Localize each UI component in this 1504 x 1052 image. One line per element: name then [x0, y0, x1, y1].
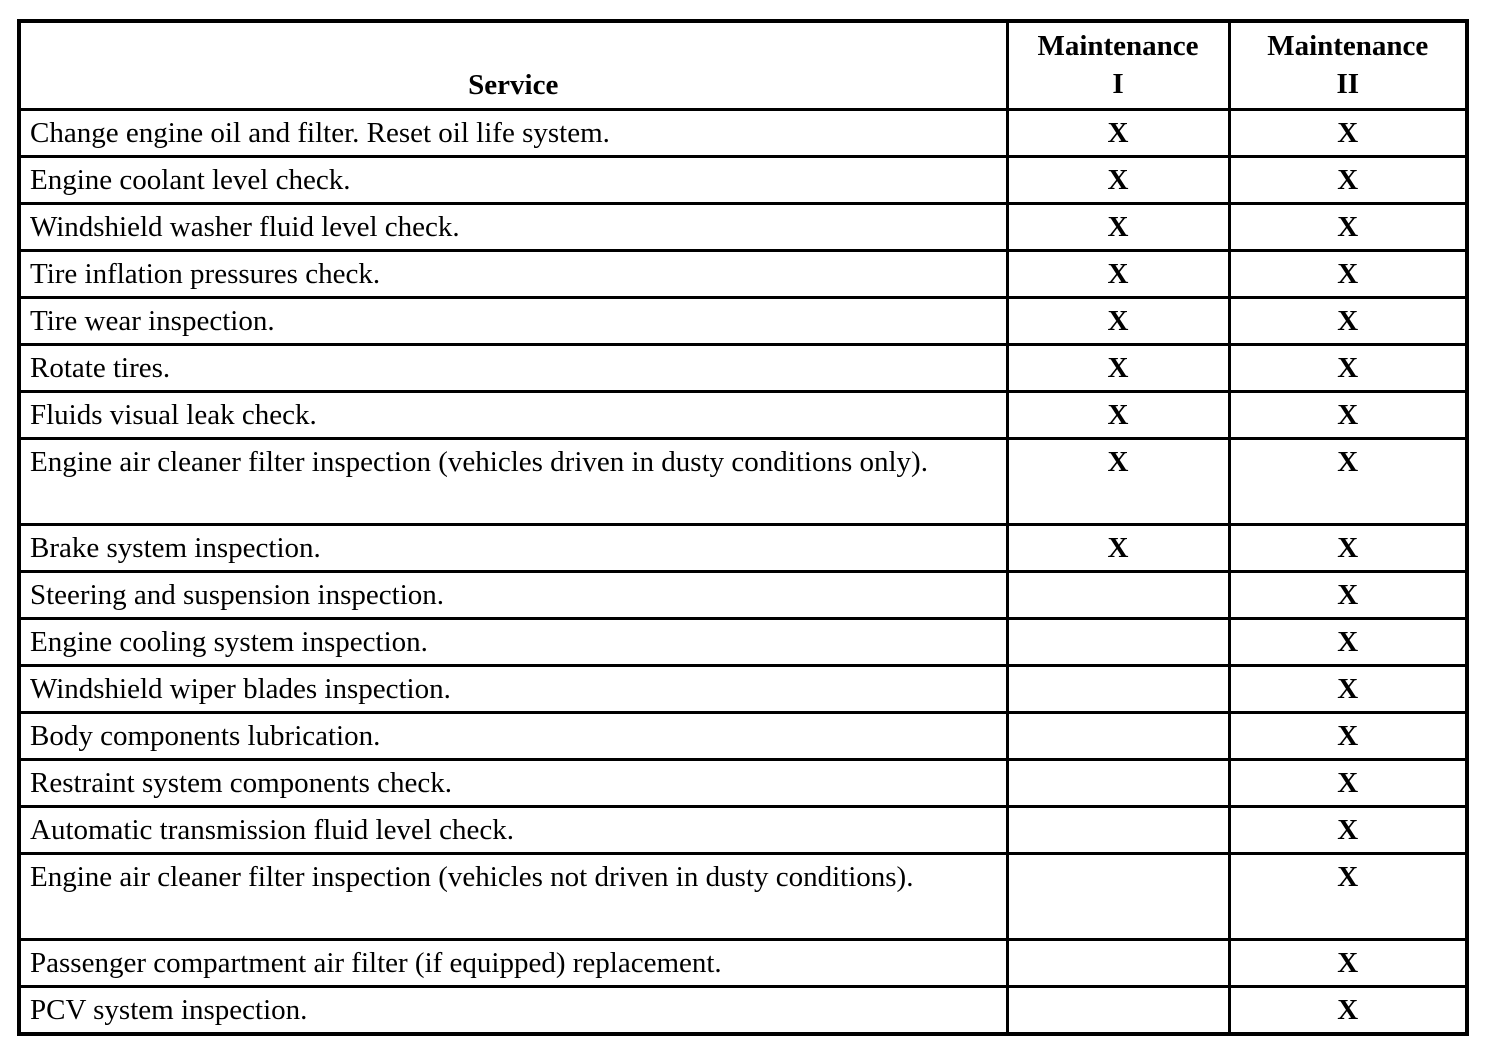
table-row	[19, 297, 1467, 344]
service-cell: Engine coolant level check.	[19, 156, 1007, 203]
service-cell: Engine air cleaner filter inspection (vehicles driven in dusty conditions only).	[19, 438, 1007, 524]
maintenance-2-mark: X	[1229, 109, 1467, 156]
maintenance-2-mark: X	[1229, 524, 1467, 571]
maintenance-1-mark: X	[1007, 156, 1229, 203]
service-cell: Steering and suspension inspection.	[19, 571, 1007, 618]
maintenance-2-mark: X	[1229, 665, 1467, 712]
maintenance-1-mark: X	[1007, 524, 1229, 571]
maintenance-2-mark: X	[1229, 297, 1467, 344]
maintenance-1-mark	[1007, 618, 1229, 665]
maintenance-1-mark	[1007, 665, 1229, 712]
maintenance-1-mark	[1007, 986, 1229, 1034]
maintenance-2-column-header	[1229, 21, 1467, 109]
service-cell: Restraint system components check.	[19, 759, 1007, 806]
table-row	[19, 618, 1467, 665]
service-header-label: Service	[468, 68, 559, 101]
maintenance-2-mark: X	[1229, 344, 1467, 391]
service-cell: Passenger compartment air filter (if equipped) replacement.	[19, 939, 1007, 986]
maintenance-2-mark: X	[1229, 712, 1467, 759]
maintenance-1-mark: X	[1007, 391, 1229, 438]
maintenance-schedule-table	[17, 19, 1469, 1036]
table-row	[19, 344, 1467, 391]
maintenance-2-mark: X	[1229, 391, 1467, 438]
maintenance-2-mark: X	[1229, 618, 1467, 665]
maintenance-2-mark: X	[1229, 571, 1467, 618]
service-cell: Tire wear inspection.	[19, 297, 1007, 344]
maintenance-2-mark: X	[1229, 759, 1467, 806]
service-cell: Windshield wiper blades inspection.	[19, 665, 1007, 712]
maintenance-1-header-line1: Maintenance	[1037, 30, 1199, 62]
table-row	[19, 806, 1467, 853]
maintenance-1-mark	[1007, 853, 1229, 939]
maintenance-1-header-line2: I	[1112, 68, 1124, 100]
maintenance-1-mark: X	[1007, 203, 1229, 250]
maintenance-1-mark	[1007, 939, 1229, 986]
service-cell: Body components lubrication.	[19, 712, 1007, 759]
service-cell: Tire inflation pressures check.	[19, 250, 1007, 297]
maintenance-2-mark: X	[1229, 986, 1467, 1034]
table-row	[19, 665, 1467, 712]
maintenance-2-mark: X	[1229, 438, 1467, 524]
service-cell: PCV system inspection.	[19, 986, 1007, 1034]
maintenance-2-mark: X	[1229, 203, 1467, 250]
table-row	[19, 391, 1467, 438]
maintenance-2-mark: X	[1229, 853, 1467, 939]
table-row	[19, 156, 1467, 203]
table-row	[19, 203, 1467, 250]
table-row	[19, 986, 1467, 1034]
service-column-header	[19, 21, 1007, 109]
table-row	[19, 571, 1467, 618]
maintenance-2-mark: X	[1229, 250, 1467, 297]
maintenance-2-mark: X	[1229, 156, 1467, 203]
maintenance-2-header-line1: Maintenance	[1267, 30, 1429, 62]
maintenance-1-mark: X	[1007, 438, 1229, 524]
maintenance-1-mark	[1007, 712, 1229, 759]
maintenance-1-mark: X	[1007, 109, 1229, 156]
table-row	[19, 438, 1467, 524]
maintenance-1-mark: X	[1007, 297, 1229, 344]
maintenance-1-column-header	[1007, 21, 1229, 109]
maintenance-1-mark: X	[1007, 250, 1229, 297]
header-row	[19, 21, 1467, 109]
service-cell: Change engine oil and filter. Reset oil life system.	[19, 109, 1007, 156]
table-row	[19, 524, 1467, 571]
service-cell: Rotate tires.	[19, 344, 1007, 391]
maintenance-2-mark: X	[1229, 806, 1467, 853]
table-row	[19, 250, 1467, 297]
maintenance-1-mark	[1007, 759, 1229, 806]
service-cell: Windshield washer fluid level check.	[19, 203, 1007, 250]
service-cell: Fluids visual leak check.	[19, 391, 1007, 438]
service-cell: Brake system inspection.	[19, 524, 1007, 571]
table-row	[19, 109, 1467, 156]
service-cell: Engine cooling system inspection.	[19, 618, 1007, 665]
table-row	[19, 759, 1467, 806]
maintenance-1-mark: X	[1007, 344, 1229, 391]
table-row	[19, 853, 1467, 939]
maintenance-2-header-line2: II	[1336, 68, 1360, 100]
table-row	[19, 712, 1467, 759]
table-row	[19, 939, 1467, 986]
maintenance-2-mark: X	[1229, 939, 1467, 986]
maintenance-1-mark	[1007, 571, 1229, 618]
service-cell: Automatic transmission fluid level check.	[19, 806, 1007, 853]
maintenance-1-mark	[1007, 806, 1229, 853]
service-cell: Engine air cleaner filter inspection (vehicles not driven in dusty conditions).	[19, 853, 1007, 939]
